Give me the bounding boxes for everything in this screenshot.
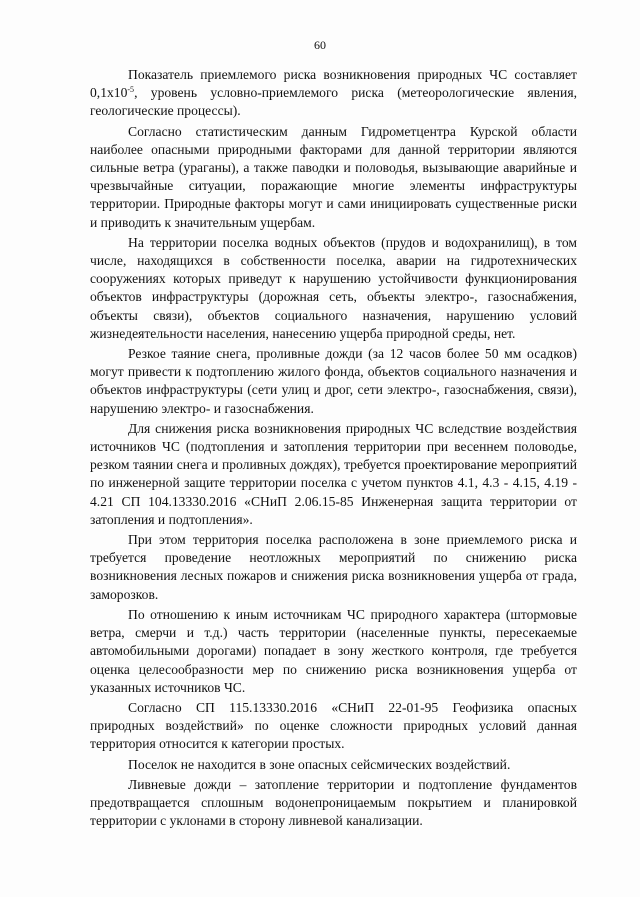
paragraph-acceptable-zone: При этом территория поселка расположена в зоне приемлемого риска и требуется проведение неотложных мероприятий по снижению риска возникновения лесных пожаров и снижения риска возникновения ущерба от града, заморозков. — [90, 532, 577, 602]
paragraph-other-sources: По отношению к иным источникам ЧС природного характера (штормовые ветра, смерчи и т.д.) часть территории (населенные пункты, пересекаемые автомобильными дорогами) попадает в зону жесткого контроля, где требуется оценка целесообразности мер по снижению риска возникновения ущерба от указанных источников ЧС. — [90, 606, 577, 695]
superscript-exponent: -5 — [127, 85, 135, 95]
paragraph-hazard-factors: Согласно статистическим данным Гидрометцентра Курской области наиболее опасными природными факторами для данной территории являются сильные ветра (ураганы), а также паводки и половодья, вызывающие аварийные и чрезвычайные ситуации, поражающие многие элементы инфраструктуры территории. Природные факторы могут и сами инициировать существенные риски и приводить к значительным ущербам. — [90, 123, 577, 230]
paragraph-text: Показатель приемлемого риска возникновения природных ЧС составляет 0,1х10 — [90, 67, 577, 101]
paragraph-acceptable-risk — [90, 66, 577, 121]
paragraph-geophysics: Согласно СП 115.13330.2016 «СНиП 22-01-95 Геофизика опасных природных воздействий» по оценке сложности природных условий данная территория относится к категории простых. — [90, 699, 577, 752]
paragraph-water-objects: На территории поселка водных объектов (прудов и водохранилищ), в том числе, находящихся в собственности поселка, аварии на гидротехнических сооружениях которых приведут к нарушению устойчивости функционирования объектов инфраструктуры (дорожная сеть, объекты электро-, газоснабжения, объекты связи), объектов социального назначения, нарушению условий жизнедеятельности населения, нанесению ущерба природной среды, нет. — [90, 234, 577, 341]
paragraph-text: , уровень условно-приемлемого риска (метеорологические явления, геологические процессы). — [90, 85, 577, 119]
document-body — [90, 66, 577, 832]
paragraph-storm-rain: Ливневые дожди – затопление территории и подтопление фундаментов предотвращается сплошным водонепроницаемым покрытием и планировкой территории с уклонами в сторону ливневой канализации. — [90, 776, 577, 829]
page-number: 60 — [314, 38, 326, 52]
paragraph-snowmelt-rain: Резкое таяние снега, проливные дожди (за 12 часов более 50 мм осадков) могут привести к подтоплению жилого фонда, объектов социального назначения и объектов инфраструктуры (сети улиц и дрог, сети электро-, газоснабжения, связи), нарушению электро- и газоснабжения. — [90, 346, 577, 416]
paragraph-seismic: Поселок не находится в зоне опасных сейсмических воздействий. — [128, 756, 511, 772]
paragraph-risk-reduction: Для снижения риска возникновения природных ЧС вследствие воздействия источников ЧС (подтопления и затопления территории при весеннем половодье, резком таянии снега и проливных дождях), требуется проектирование мероприятий по инженерной защите территории поселка с учетом пунктов 4.1, 4.3 - 4.15, 4.19 - 4.21 СП 104.13330.2016 «СНиП 2.06.15-85 Инженерная защита территории от затопления и подтопления». — [90, 420, 577, 527]
